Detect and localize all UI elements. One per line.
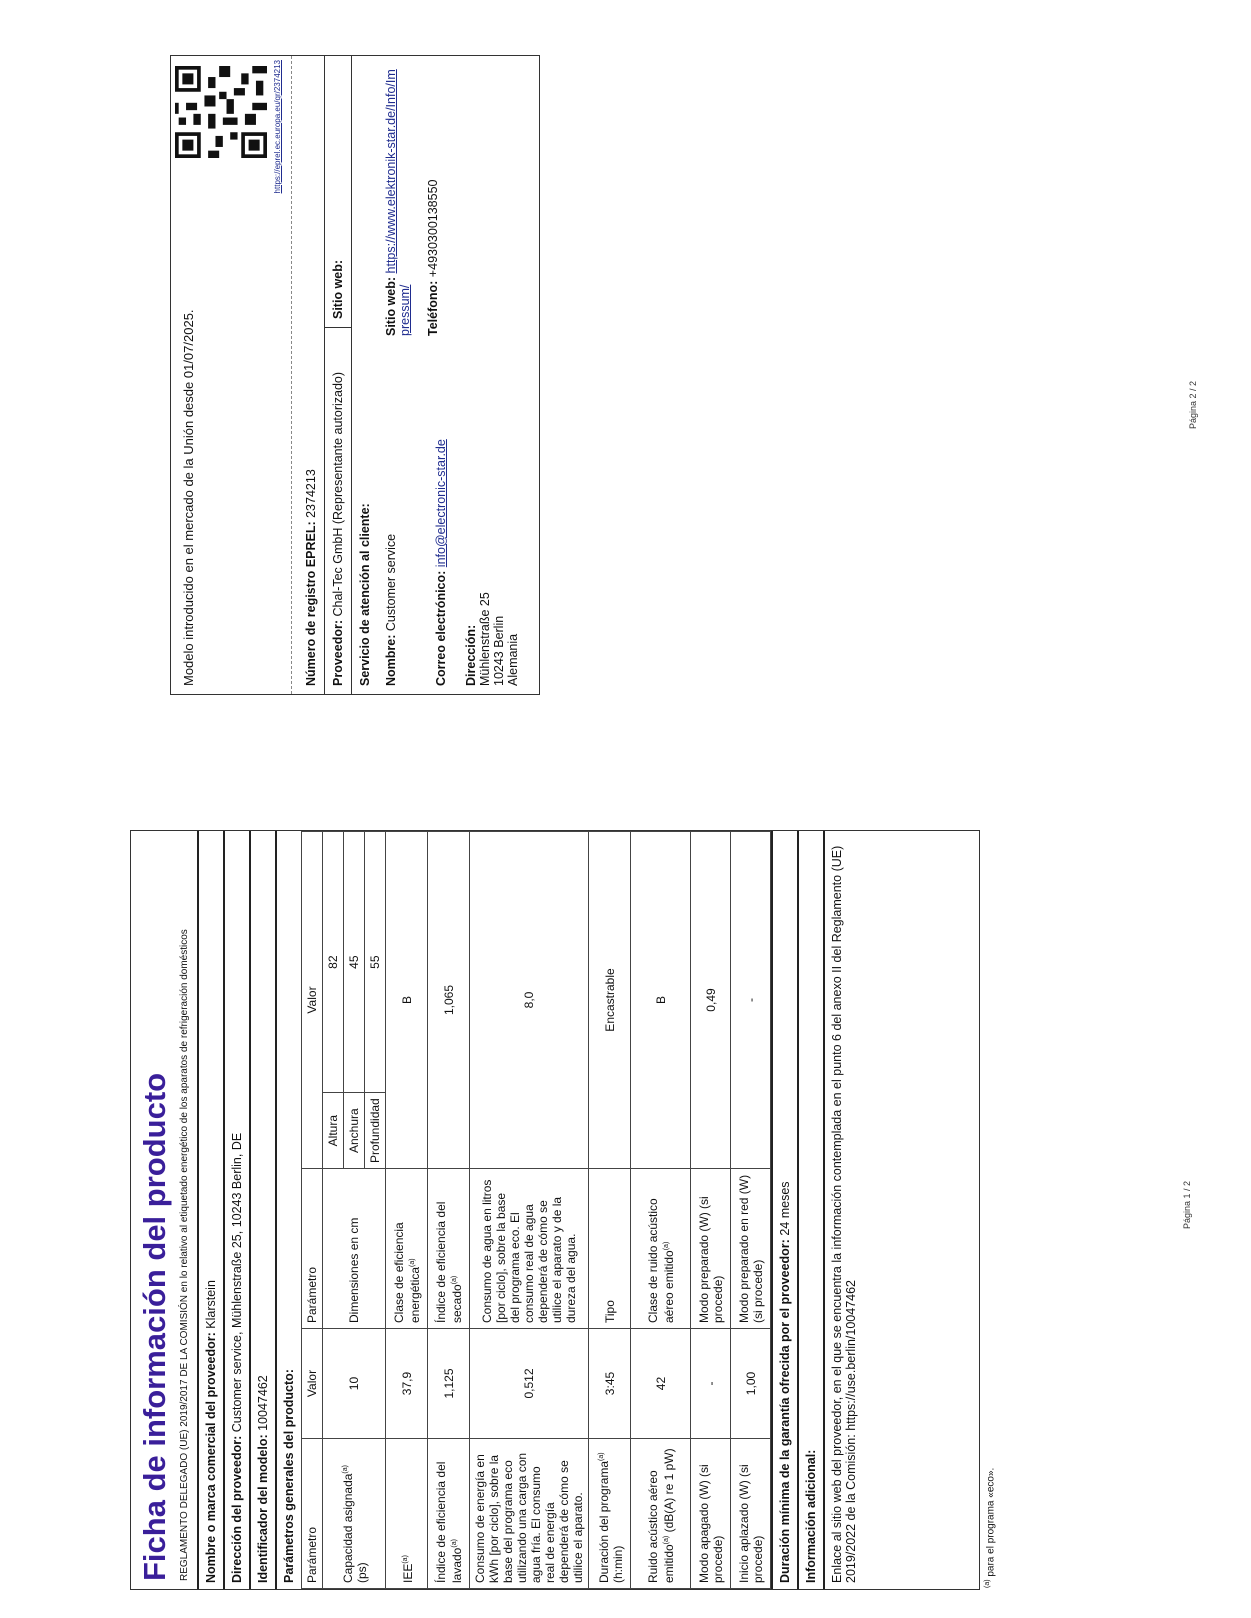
cell-value: 0,49 [691,832,731,1169]
cell-label: Índice de eficiencia del lavado$^{(a)}$ [428,1439,470,1589]
brand-value: Klarstein [204,1280,218,1329]
cell-label: Clase de eficiencia energética$^{(a)}$ [386,1169,428,1329]
cell-label: Modo preparado (W) (si procede) [691,1169,731,1329]
footnote [984,1468,996,1588]
page-2 [20,10,1220,800]
email-link[interactable]: info@electronic-star.de [434,439,448,568]
address-line: Alemania [506,633,520,686]
cell-value: - [691,1329,731,1439]
page-1 [20,810,1220,1600]
page-number: Página 1 / 2 [1182,1180,1192,1230]
supplier-label: Proveedor: [331,620,345,686]
supplier-value: Chal-Tec GmbH (Representante autorizado) [331,371,345,617]
service-right [384,64,520,436]
cell-label: Consumo de energía en kWh [por ciclo], sobre la base del programa eco utilizando una carga con agua fría. El consumo real de energía dependerá de cómo se utilice el aparato. [470,1439,589,1589]
table-row [323,832,344,1589]
cell-value: 3:45 [589,1329,631,1439]
qr-code-icon [175,66,267,158]
table-row [386,832,428,1589]
additional-info-label: Información adicional: [804,1449,818,1583]
link-row [823,831,863,1589]
additional-info-row [797,831,823,1589]
page-title: Ficha de información del producto [137,1072,172,1581]
supplier-link[interactable]: https://use.berlin/10047462 [844,1279,858,1431]
table-row [731,832,771,1589]
product-sheet [130,830,980,1590]
regulation-text: REGLAMENTO DELEGADO (UE) 2019/2017 DE LA COMISIÓN en lo relativo al etiquetado energético de los aparatos de refrigeración domésticos [179,929,190,1581]
supplier-web-label: Sitio web: [331,259,345,319]
address-line: Mühlenstraße 25 [478,592,492,686]
supplier-web-cell [325,252,351,327]
cell-value: - [731,832,771,1169]
name-value: Customer service [384,533,398,632]
table-row [631,832,691,1589]
params-label: Parámetros generales del producto: [282,1369,296,1583]
col-header: Parámetro [302,1169,323,1329]
cell-label: Ruido acústico aéreo emitido$^{(a)}$ (dB(A) re 1 pW) [631,1439,691,1589]
address-row [223,831,249,1589]
cell-label: Altura [323,1093,344,1169]
footnote-text: para el programa «eco». [985,1467,997,1577]
cell-value: Encastrable [589,832,631,1169]
cell-value: 1,00 [731,1329,771,1439]
cell-label: Consumo de agua en litros [por ciclo], sobre la base del programa eco. El consumo real de agua dependerá de cómo se utilice el aparato y de la dureza del agua. [470,1169,589,1329]
cell-label: Tipo [589,1169,631,1329]
cell-value: 55 [365,832,386,1093]
cell-value: 37,9 [386,1329,428,1439]
page-number: Página 2 / 2 [1188,380,1198,430]
cell-label: Capacidad asignada$^{(a)}$ (ps) [323,1439,386,1589]
address-line: 10243 Berlin [492,615,506,686]
cell-value: 0,512 [470,1329,589,1439]
address-value: Customer service, Mühlenstraße 25, 10243 Berlin, DE [230,1132,244,1433]
cell-label: Clase de ruido acústico aéreo emitido$^{(a)}$ [631,1169,691,1329]
phone-label: Teléfono: [426,280,440,336]
link-text: Enlace al sitio web del proveedor, en el que se encuentra la información contemplada en el punto 6 del anexo II del Reglamento (UE) 2019/2022 de la Comisión: [830,845,858,1583]
cell-label: Anchura [344,1093,365,1169]
supplier-cell [325,327,351,694]
cell-value: B [386,832,428,1169]
table-header [302,832,323,1589]
table-row [428,832,470,1589]
cell-value: 82 [323,832,344,1093]
cell-value: 45 [344,832,365,1093]
warranty-row [771,831,797,1589]
parameters-table [301,831,771,1589]
brand-row [197,831,223,1589]
qr-link[interactable]: https://eprel.ec.europa.eu/qr/2374213 [273,60,282,194]
eprel-row [292,56,324,694]
cell-label: Inicio aplazado (W) (si procede) [731,1439,771,1589]
brand-label: Nombre o marca comercial del proveedor: [204,1332,218,1583]
cell-value: 1,065 [428,832,470,1169]
cell-value: B [631,832,691,1169]
cell-value: 42 [631,1329,691,1439]
service-left [384,436,520,686]
registration-box [170,55,540,695]
cell-label: Modo apagado (W) (si procede) [691,1439,731,1589]
cell-value: 8,0 [470,832,589,1169]
email-label: Correo electrónico: [434,570,448,686]
service-section [351,56,520,694]
params-row [275,831,301,1589]
web-link[interactable]: https://www.elektronik-star.de/Info/Impressum/ [384,69,412,336]
service-label: Servicio de atención al cliente: [358,503,372,686]
table-row [470,832,589,1589]
model-value: 10047462 [256,1375,270,1431]
warranty-value: 24 meses [778,1181,792,1236]
name-label: Nombre: [384,634,398,686]
cell-value: 1,125 [428,1329,470,1439]
col-header: Parámetro [302,1439,323,1589]
supplier-row [324,56,351,694]
cell-label: Dimensiones en cm [323,1169,386,1329]
eprel-label: Número de registro EPREL: [304,521,318,686]
web-label: Sitio web: [384,276,398,336]
phone-value: +4930300138550 [426,179,440,278]
model-label: Identificador del modelo: [256,1434,270,1583]
eprel-value: 2374213 [304,469,318,518]
model-row [249,831,275,1589]
table-row [589,832,631,1589]
footnote-mark: (a) [984,1579,991,1588]
warranty-label: Duración mínima de la garantía ofrecida por el proveedor: [778,1239,792,1583]
cell-label: Profundidad [365,1093,386,1169]
cell-label: Índice de eficiencia del secado$^{(a)}$ [428,1169,470,1329]
cell-value: 10 [323,1329,386,1439]
col-header: Valor [302,1329,323,1439]
cell-label: Duración del programa$^{(a)}$ (h:min) [589,1439,631,1589]
address-label: Dirección: [464,624,478,686]
table-row [691,832,731,1589]
col-header: Valor [302,832,323,1169]
address-label: Dirección del proveedor: [230,1435,244,1583]
market-text: Modelo introducido en el mercado de la Unión desde 01/07/2025. [181,309,196,686]
cell-label: IEE$^{(a)}$ [386,1439,428,1589]
cell-label: Modo preparado en red (W) (si procede) [731,1169,771,1329]
